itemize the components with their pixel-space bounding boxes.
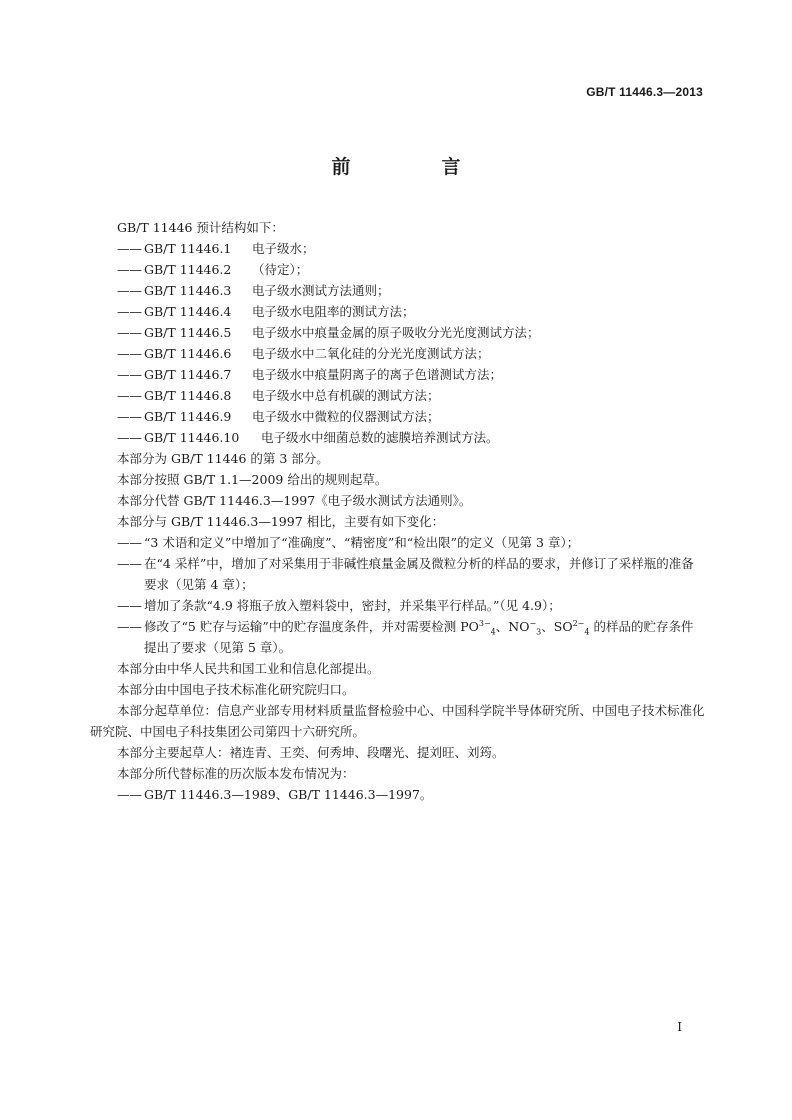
standard-code-header: GB/T 11446.3—2013 (586, 85, 703, 99)
part-title: 电子级水中痕量金属的原子吸收分光光度测试方法； (252, 325, 540, 340)
changes-list (90, 532, 705, 658)
list-item: —— GB/T 11446.6 电子级水中二氧化硅的分光光度测试方法； (90, 343, 705, 364)
part-title: 电子级水电阻率的测试方法； (252, 304, 415, 319)
part-number: GB/T 11446.8 (144, 388, 232, 403)
part-number: GB/T 11446.3 (144, 283, 232, 298)
nitrate-formula: $NO^-_3$ (508, 618, 542, 637)
para-history-intro: 本部分所代替标准的历次版本发布情况为： (117, 766, 355, 781)
part-title: 电子级水； (252, 241, 315, 256)
para-replace: 本部分代替 GB/T 11446.3—1997《电子级水测试方法通则》。 (117, 493, 472, 508)
part-number: GB/T 11446.2 (144, 262, 232, 277)
part-title: 电子级水中痕量阴离子的离子色谱测试方法； (252, 367, 503, 382)
part-number: GB/T 11446.9 (144, 409, 232, 424)
para-drafting-units: 本部分起草单位：信息产业部专用材料质量监督检验中心、中国科学院半导体研究所、中国电子技术标准化研究院、中国电子科技集团公司第四十六研究所。 (90, 703, 705, 739)
para-changes-intro: 本部分与 GB/T 11446.3—1997 相比，主要有如下变化： (117, 514, 445, 529)
page-title: 前 言 (331, 156, 497, 178)
change-item: —— 修改了“5 贮存与运输”中的贮存温度条件，并对需要检测 $PO^{3-}_4$、$NO^-_3$、$SO^{2-}_4$ 的样品的贮存条件提出了要求（见第 5 章）。 (117, 618, 694, 655)
list-item: —— GB/T 11446.7 电子级水中痕量阴离子的离子色谱测试方法； (90, 364, 705, 385)
list-item: —— GB/T 11446.5 电子级水中痕量金属的原子吸收分光光度测试方法； (90, 322, 705, 343)
change-item: —— 增加了条款“4.9 将瓶子放入塑料袋中，密封，并采集平行样品。”（见 4.9）； (117, 598, 561, 613)
part-title: 电子级水测试方法通则； (252, 283, 390, 298)
para-proposed: 本部分由中华人民共和国工业和信息化部提出。 (117, 661, 380, 676)
foreword-body (90, 217, 705, 805)
part-title: 电子级水中总有机碳的测试方法； (252, 388, 440, 403)
part-title: （待定）； (252, 262, 309, 277)
part-number: GB/T 11446.7 (144, 367, 232, 382)
change-item: —— “3 术语和定义”中增加了“准确度”、“精密度”和“检出限”的定义（见第 3 章）； (117, 535, 580, 550)
list-item: —— GB/T 11446.10 电子级水中细菌总数的滤膜培养测试方法。 (90, 427, 705, 448)
structure-intro: GB/T 11446 预计结构如下： (117, 220, 284, 235)
part-title: 电子级水中微粒的仪器测试方法； (252, 409, 440, 424)
part-title: 电子级水中细菌总数的滤膜培养测试方法。 (261, 430, 499, 445)
part-number: GB/T 11446.6 (144, 346, 232, 361)
structure-list (90, 238, 705, 448)
part-number: GB/T 11446.10 (144, 430, 240, 445)
list-item: —— GB/T 11446.2 （待定）； (90, 259, 705, 280)
change-item: —— 在“4 采样”中，增加了对采集用于非碱性痕量金属及微粒分析的样品的要求，并修订了采样瓶的准备要求（见第 4 章）； (117, 556, 694, 592)
sulfate-formula: $SO^{2-}_4$ (553, 618, 590, 637)
part-number: GB/T 11446.4 (144, 304, 232, 319)
para-drafters: 本部分主要起草人：褚连青、王奕、何秀坤、段曙光、提刘旺、刘筠。 (117, 745, 505, 760)
list-item: —— GB/T 11446.4 电子级水电阻率的测试方法； (90, 301, 705, 322)
list-item: —— GB/T 11446.1 电子级水； (90, 238, 705, 259)
para-managed: 本部分由中国电子技术标准化研究院归口。 (117, 682, 355, 697)
para-part: 本部分为 GB/T 11446 的第 3 部分。 (117, 451, 329, 466)
part-number: GB/T 11446.1 (144, 241, 232, 256)
list-item: —— GB/T 11446.3 电子级水测试方法通则； (90, 280, 705, 301)
para-rules: 本部分按照 GB/T 1.1—2009 给出的规则起草。 (117, 472, 388, 487)
phosphate-formula: $PO^{3-}_4$ (460, 618, 496, 637)
page-number: I (677, 1020, 682, 1034)
list-item: —— GB/T 11446.9 电子级水中微粒的仪器测试方法； (90, 406, 705, 427)
part-title: 电子级水中二氧化硅的分光光度测试方法； (252, 346, 490, 361)
part-number: GB/T 11446.5 (144, 325, 232, 340)
history-item: —— GB/T 11446.3—1989、GB/T 11446.3—1997。 (117, 787, 433, 802)
list-item: —— GB/T 11446.8 电子级水中总有机碳的测试方法； (90, 385, 705, 406)
